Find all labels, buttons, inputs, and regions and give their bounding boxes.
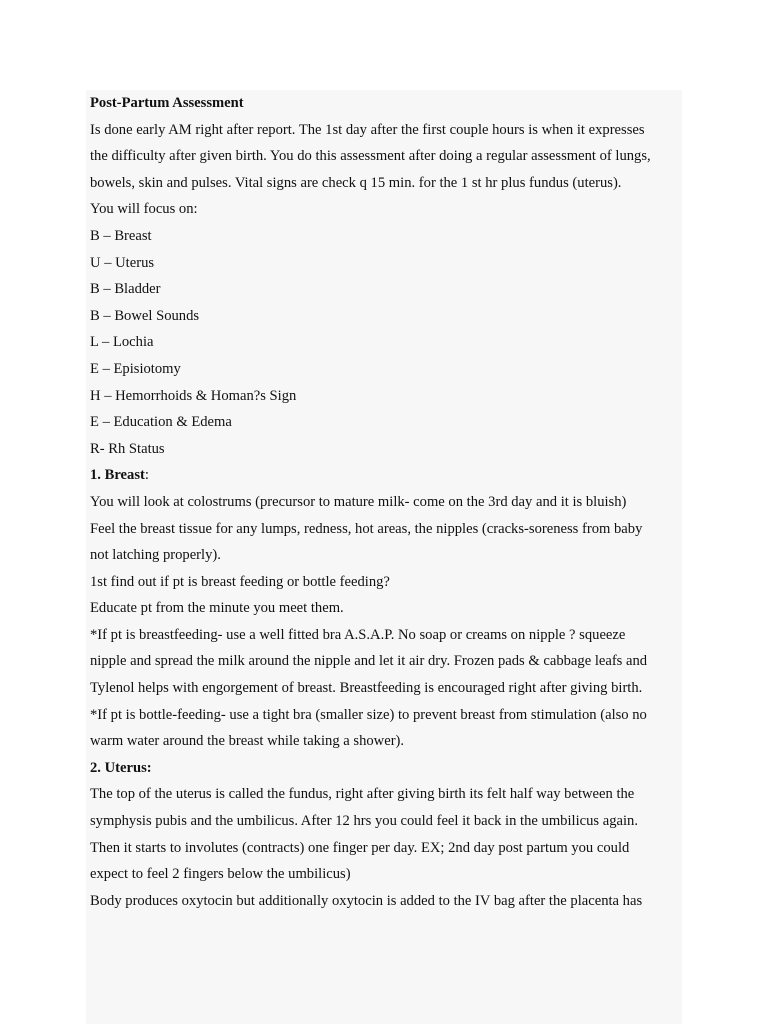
text-line [90,569,690,596]
text-line [90,383,690,410]
line-text: You will focus on: [90,201,198,218]
text-line [90,675,690,702]
line-text: 1st find out if pt is breast feeding or bottle feeding? [90,573,390,590]
line-text: Feel the breast tissue for any lumps, redness, hot areas, the nipples (cracks-soreness from baby [90,520,643,537]
text-line [90,648,690,675]
text-line [90,542,690,569]
line-text: bowels, skin and pulses. Vital signs are check q 15 min. for the 1 st hr plus fundus (uterus). [90,174,622,191]
text-line [90,250,690,277]
line-text: U – Uterus [90,254,155,271]
text-line [90,702,690,729]
line-text: H – Hemorrhoids & Homan?s Sign [90,387,297,404]
line-text: B – Breast [90,227,152,244]
text-line [90,728,690,755]
text-line [90,276,690,303]
line-text: *If pt is breastfeeding- use a well fitted bra A.S.A.P. No soap or creams on nipple ? squeeze [90,626,626,643]
line-text: B – Bladder [90,281,161,298]
line-text: *If pt is bottle-feeding- use a tight bra (smaller size) to prevent breast from stimulation (also no [90,706,647,723]
text-line [90,861,690,888]
text-line [90,781,690,808]
line-text: E – Education & Edema [90,414,232,431]
line-text: Body produces oxytocin but additionally oxytocin is added to the IV bag after the placenta has [90,892,643,909]
line-text: E – Episiotomy [90,360,181,377]
line-text: symphysis pubis and the umbilicus. After 12 hrs you could feel it back in the umbilicus again. [90,813,638,830]
section-heading [90,90,690,117]
text-line [90,489,690,516]
text-line [90,835,690,862]
line-text: nipple and spread the milk around the nipple and let it air dry. Frozen pads & cabbage leafs and [90,653,648,670]
text-line [90,196,690,223]
text-line [90,808,690,835]
line-suffix: : [144,467,149,484]
text-line [90,170,690,197]
line-text: You will look at colostrums (precursor to mature milk- come on the 3rd day and it is bluish) [90,493,627,510]
text-line [90,622,690,649]
text-line [90,409,690,436]
text-line [90,595,690,622]
line-text: B – Bowel Sounds [90,307,200,324]
line-text: the difficulty after given birth. You do this assessment after doing a regular assessment of lungs, [90,148,651,165]
line-text: L – Lochia [90,334,154,351]
line-text: Then it starts to involutes (contracts) one finger per day. EX; 2nd day post partum you could [90,839,630,856]
text-line [90,436,690,463]
line-text: Educate pt from the minute you meet them. [90,600,344,617]
line-text: 1. Breast [90,467,145,484]
text-line [90,329,690,356]
line-text: Post-Partum Assessment [90,95,244,111]
text-line [90,303,690,330]
text-line [90,117,690,144]
line-text: R- Rh Status [90,440,165,457]
line-text: not latching properly). [90,547,221,564]
line-text: Is done early AM right after report. The 1st day after the first couple hours is when it expresses [90,121,645,138]
text-line [90,143,690,170]
section-heading [90,462,690,489]
line-text: The top of the uterus is called the fundus, right after giving birth its felt half way between the [90,786,635,803]
text-line [90,888,690,915]
text-line [90,223,690,250]
line-text: expect to feel 2 fingers below the umbilicus) [90,866,351,883]
line-text: Tylenol helps with engorgement of breast. Breastfeeding is encouraged right after giving birth. [90,680,643,697]
line-text: 2. Uterus: [90,759,152,776]
text-line [90,516,690,543]
line-text: warm water around the breast while taking a shower). [90,733,405,750]
section-heading [90,755,690,782]
document-body [90,90,690,914]
text-line [90,356,690,383]
